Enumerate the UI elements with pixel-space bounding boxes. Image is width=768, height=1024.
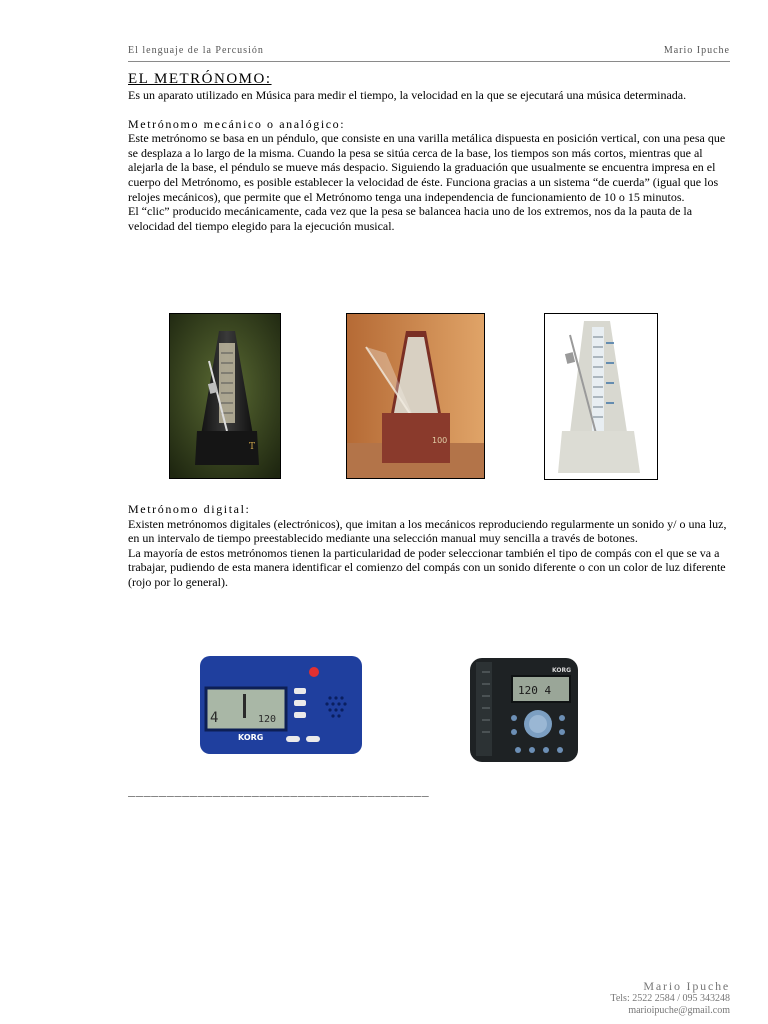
photo-white-metronome bbox=[544, 313, 658, 480]
svg-text:T: T bbox=[249, 442, 256, 452]
footer-email: marioipuche@gmail.com bbox=[628, 1005, 730, 1016]
header-book-title: El lenguaje de la Percusión bbox=[128, 45, 264, 56]
digital-paragraph-1: Existen metrónomos digitales (electrónicos), que imitan a los mecánicos reproduciendo regularmente un sonido y/ o una luz, en un intervalo de tiempo preestablecido mediante una selección manual muy sencilla a través de botones. bbox=[128, 516, 727, 546]
digital-paragraph-2: La mayoría de estos metrónomos tienen la particularidad de poder seleccionar también el tipo de compás con el que se va a trabajar, pudiendo de esta manera identificar el comienzo del compás con un sonido diferente o con un color de luz diferente (rojo por lo general). bbox=[128, 545, 726, 589]
blue-korg-logo: KORG bbox=[238, 733, 264, 742]
running-header bbox=[128, 44, 730, 62]
footer-author: Mario Ipuche bbox=[643, 979, 730, 993]
mechanical-heading: Metrónomo mecánico o analógico: bbox=[128, 116, 346, 131]
black-lcd: 120 4 bbox=[518, 684, 552, 697]
blue-lcd-right: 120 bbox=[258, 714, 277, 725]
mechanical-paragraph-1: Este metrónomo se basa en un péndulo, que consiste en una varilla metálica dispuesta en posición vertical, con una pesa que se desplaza a lo largo de la misma. Cuando la pesa se sitúa cerca de la base, los tiempos son más cortos, mientras que al alejarla de la base, el péndulo se mueve más despacio. Siguiendo la graduación que usualmente se encuentra impresa en el cuerpo del Metrónomo, es posible establecer la velocidad de éste. Funciona gracias a un sistema “de cuerda” (igual que los relojes mecánicos), que permite que el Metrónomo tenga una independencia de funcionamiento de 10 o 15 minutos. bbox=[128, 131, 726, 204]
section-divider: _______________________________________ bbox=[128, 783, 430, 797]
footer bbox=[610, 980, 730, 1017]
document-body bbox=[128, 70, 728, 233]
header-author: Mario Ipuche bbox=[663, 45, 730, 56]
photo-blue-korg-metronome bbox=[196, 652, 368, 762]
photo-black-korg-metronome bbox=[468, 652, 580, 765]
photo-wooden-metronome bbox=[346, 313, 485, 479]
digital-section bbox=[128, 502, 728, 590]
digital-heading: Metrónomo digital: bbox=[128, 502, 251, 516]
photo-black-metronome bbox=[169, 313, 281, 479]
svg-text:100: 100 bbox=[432, 436, 448, 445]
black-korg-logo: KORG bbox=[552, 667, 572, 674]
footer-phones: Tels: 2522 2584 / 095 343248 bbox=[610, 993, 730, 1004]
intro-paragraph: Es un aparato utilizado en Música para medir el tiempo, la velocidad en la que se ejecutará una música determinada. bbox=[128, 88, 687, 102]
mechanical-paragraph-2: El “clic” producido mecánicamente, cada vez que la pesa se balancea hacia uno de los extremos, nos da la pauta de la velocidad del tiempo elegido para la ejecución musical. bbox=[128, 204, 693, 233]
page-title: EL METRÓNOMO: bbox=[128, 71, 272, 87]
blue-lcd-left: 4 bbox=[210, 710, 219, 726]
